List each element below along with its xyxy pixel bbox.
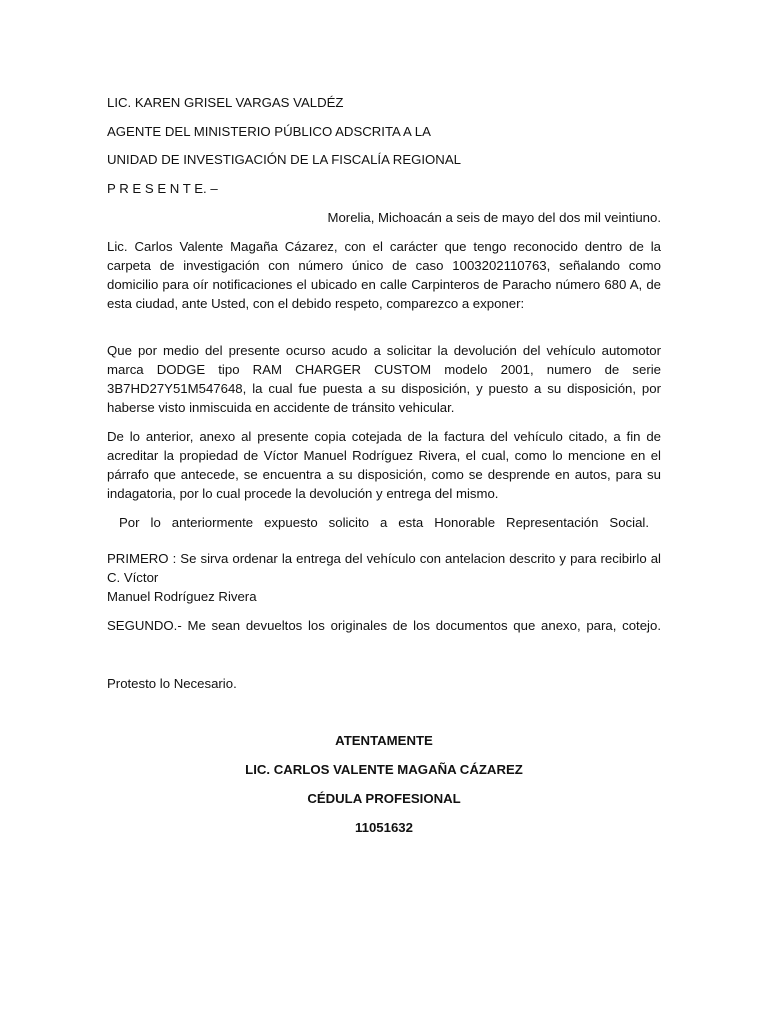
intro-paragraph: Lic. Carlos Valente Magaña Cázarez, con el carácter que tengo reconocido dentro de la carpeta de investigación con número único de caso 1003202110763, señalando como domicilio para oír notificaciones el ubicado en calle Carpinteros de Paracho número 680 A, de esta ciudad, ante Usted, con el debido respeto, comparezco a exponer: bbox=[107, 239, 661, 311]
presente-line: P R E S E N T E. – bbox=[107, 181, 218, 196]
addressee-unit: UNIDAD DE INVESTIGACIÓN DE LA FISCALÍA REGIONAL bbox=[107, 152, 461, 167]
primero-continuation: Manuel Rodríguez Rivera bbox=[107, 589, 257, 604]
protesto-line: Protesto lo Necesario. bbox=[107, 676, 237, 691]
request-paragraph: Que por medio del presente ocurso acudo a solicitar la devolución del vehículo automotor marca DODGE tipo RAM CHARGER CUSTOM modelo 2001, numero de serie 3B7HD27Y51M547648, la cual fue puesta a su disposición, y puesto a su disposición, por haberse visto inmiscuida en accidente de tránsito vehicular. bbox=[107, 343, 661, 415]
cedula-number: 11051632 bbox=[355, 820, 413, 835]
primero-point: PRIMERO : Se sirva ordenar la entrega del vehículo con antelacion descrito y para recibirlo al C. Víctor bbox=[107, 551, 661, 585]
closing-atentamente: ATENTAMENTE bbox=[335, 733, 433, 748]
addressee-title: AGENTE DEL MINISTERIO PÚBLICO ADSCRITA A LA bbox=[107, 124, 431, 139]
annex-paragraph: De lo anterior, anexo al presente copia cotejada de la factura del vehículo citado, a fin de acreditar la propiedad de Víctor Manuel Rodríguez Rivera, el cual, como lo mencione en el párrafo que antecede, se encuentra a su disposición, como se desprende en autos, para su indagatoria, por lo cual procede la devolución y entrega del mismo. bbox=[107, 429, 661, 501]
cedula-label: CÉDULA PROFESIONAL bbox=[307, 791, 461, 806]
date-line: Morelia, Michoacán a seis de mayo del dos mil veintiuno. bbox=[327, 210, 661, 225]
expuesto-line: Por lo anteriormente expuesto solicito a esta Honorable Representación Social. bbox=[119, 515, 649, 530]
segundo-point: SEGUNDO.- Me sean devueltos los originales de los documentos que anexo, para, cotejo. bbox=[107, 618, 661, 633]
addressee-name: LIC. KAREN GRISEL VARGAS VALDÉZ bbox=[107, 95, 344, 110]
signer-name: LIC. CARLOS VALENTE MAGAÑA CÁZAREZ bbox=[245, 762, 523, 777]
